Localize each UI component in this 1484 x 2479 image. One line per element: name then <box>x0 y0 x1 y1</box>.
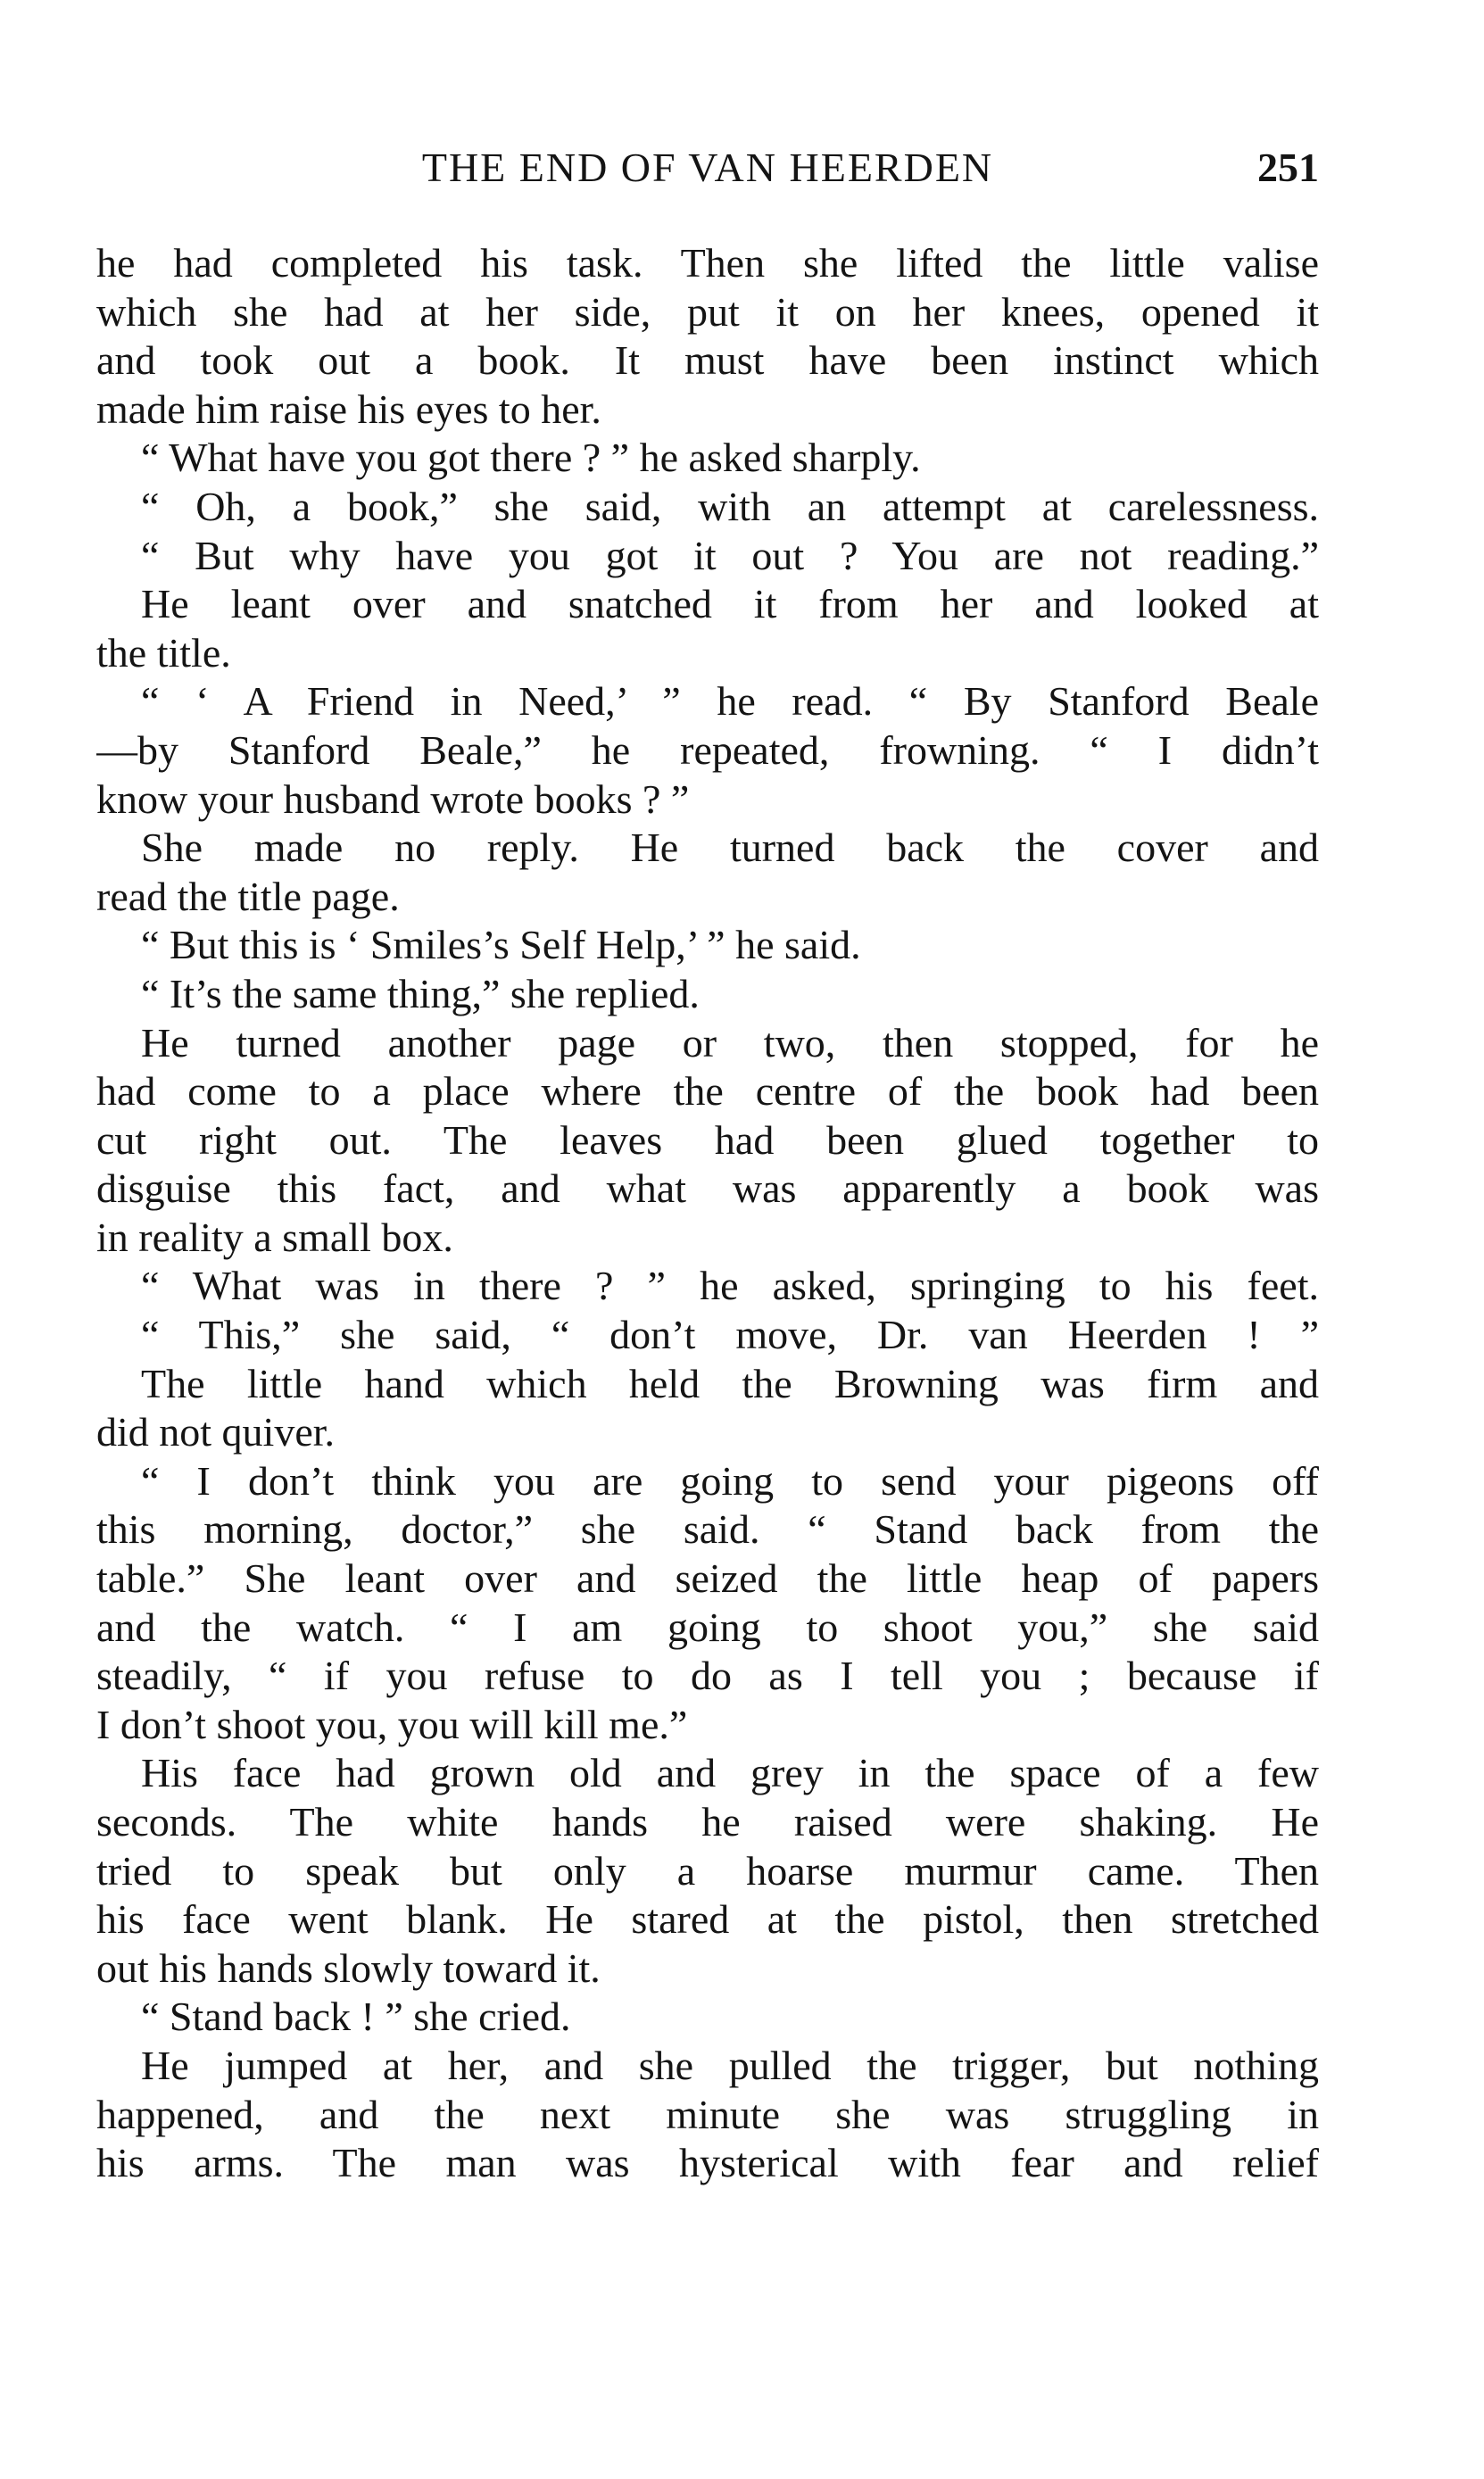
page-number: 251 <box>1257 145 1319 190</box>
text-line: “ But why have you got it out ? You are not reading.” <box>141 532 1319 578</box>
text-line: His face had grown old and grey in the space of a few <box>141 1750 1319 1796</box>
text-line: steadily, “ if you refuse to do as I tell you ; because if <box>96 1653 1319 1699</box>
text-line: He turned another page or two, then stopped, for he <box>141 1019 1319 1065</box>
page-header <box>96 141 1319 195</box>
text-line: did not quiver. <box>96 1409 336 1455</box>
text-line: his arms. The man was hysterical with fear and relief <box>96 2140 1319 2186</box>
text-line: in reality a small box. <box>96 1214 453 1260</box>
text-line: the title. <box>96 629 231 676</box>
text-line: which she had at her side, put it on her knees, opened it <box>96 288 1319 335</box>
text-line: “ ‘ A Friend in Need,’ ” he read. “ By Stanford Beale <box>141 678 1319 725</box>
body-text <box>96 239 1319 2188</box>
text-line: happened, and the next minute she was struggling in <box>96 2091 1319 2137</box>
text-line: read the title page. <box>96 873 400 919</box>
text-line: I don’t shoot you, you will kill me.” <box>96 1701 688 1747</box>
text-line: He jumped at her, and she pulled the trigger, but nothing <box>141 2042 1319 2088</box>
text-line: He leant over and snatched it from her and looked at <box>141 581 1319 627</box>
text-line: She made no reply. He turned back the cover and <box>141 825 1319 871</box>
text-line: made him raise his eyes to her. <box>96 386 601 432</box>
text-line: “ This,” she said, “ don’t move, Dr. van Heerden ! ” <box>141 1312 1319 1358</box>
text-line: cut right out. The leaves had been glued together to <box>96 1116 1319 1163</box>
text-line: tried to speak but only a hoarse murmur came. Then <box>96 1847 1319 1894</box>
running-head: THE END OF VAN HEERDEN <box>421 145 994 190</box>
text-line: he had completed his task. Then she lifted the little valise <box>96 240 1319 286</box>
text-line: “ It’s the same thing,” she replied. <box>141 970 700 1016</box>
text-line: “ But this is ‘ Smiles’s Self Help,’ ” he said. <box>141 922 861 968</box>
text-line: his face went blank. He stared at the pistol, then stretched <box>96 1896 1319 1943</box>
text-line: and the watch. “ I am going to shoot you,” she said <box>96 1604 1319 1650</box>
text-line: “ Stand back ! ” she cried. <box>141 1994 571 2040</box>
text-line: “ What have you got there ? ” he asked sharply. <box>141 435 921 481</box>
text-line: know your husband wrote books ? ” <box>96 775 690 822</box>
text-line: table.” She leant over and seized the little heap of papers <box>96 1555 1319 1602</box>
text-line: out his hands slowly toward it. <box>96 1944 601 1991</box>
text-line: disguise this fact, and what was apparently a book was <box>96 1165 1319 1212</box>
text-line: and took out a book. It must have been instinct which <box>96 337 1319 384</box>
text-line: “ I don’t think you are going to send your pigeons off <box>141 1457 1319 1504</box>
text-line: seconds. The white hands he raised were shaking. He <box>96 1799 1319 1845</box>
text-line: this morning, doctor,” she said. “ Stand back from the <box>96 1506 1319 1553</box>
text-line: “ What was in there ? ” he asked, springing to his feet. <box>141 1263 1319 1309</box>
text-line: —by Stanford Beale,” he repeated, frowning. “ I didn’t <box>96 726 1319 773</box>
text-line: had come to a place where the centre of the book had been <box>96 1068 1319 1115</box>
text-line: The little hand which held the Browning was firm and <box>141 1360 1319 1406</box>
text-line: “ Oh, a book,” she said, with an attempt at carelessness. <box>141 483 1319 529</box>
